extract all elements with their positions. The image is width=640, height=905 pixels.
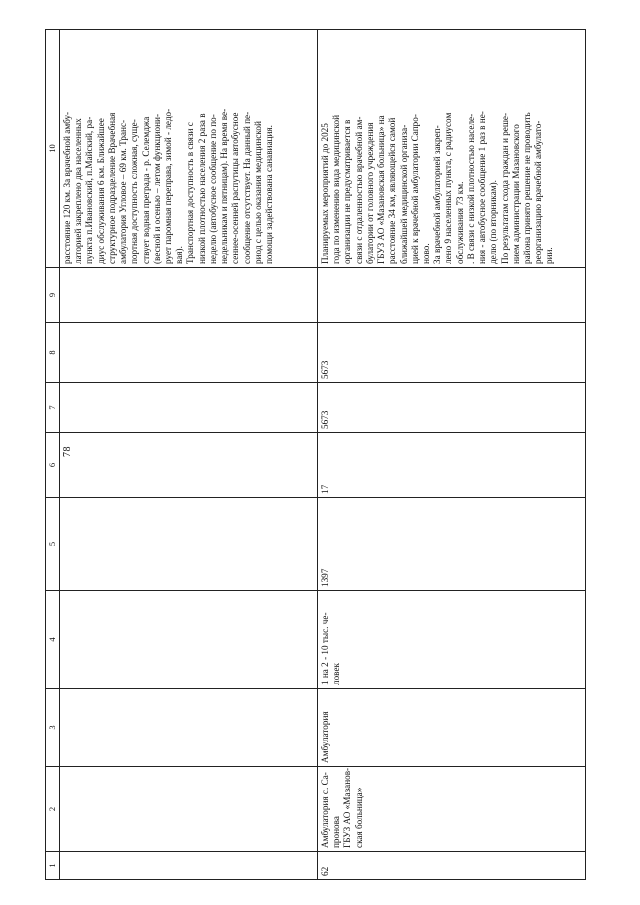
remarks-cell: Планируемых мероприятий до 2025 года по изменению вида медицинской организации не предусматривается в связи с отдаленностью врачебной ам- булатории от головного учреждения ГБУЗ АО «Мазановская больница» на расстояние 34 км, являющейся самой ближайшей медицинской организа- цией к врачебной амбулатории Сапро- ново. За врачебной амбулаторией закреп- лено 9 населенных пункта, с радиусом обслуживания 73 км. . В связи с низкой плотностью населе- ния - автобусное сообщение 1 раз в не- делю (по вторникам). По результатам схода граждан и реше- нием администрации Мазановского района принято решение не проводить реорганизацию врачебной амбулато- рии.: [318, 30, 586, 268]
page-number: 78: [62, 446, 73, 457]
value-cell-9: [318, 268, 586, 323]
column-number: 1: [46, 852, 60, 880]
column-number: 8: [46, 323, 60, 383]
column-number: 10: [46, 30, 60, 268]
value-cell-7: 5673: [318, 383, 586, 433]
column-number: 4: [46, 591, 60, 689]
norm-cell: 1 на 2 - 10 тыс. че- ловек: [318, 591, 586, 689]
facility-name-cell: Амбулатория с. Са- пронова ГБУЗ АО «Мазанов- ская больница»: [318, 767, 586, 852]
column-number: 6: [46, 433, 60, 498]
column-number: 2: [46, 767, 60, 852]
value-cell-6: 17: [318, 433, 586, 498]
facilities-table: [45, 29, 586, 880]
rotated-landscape-sheet: [45, 20, 600, 880]
column-number: 5: [46, 498, 60, 591]
column-number: 9: [46, 268, 60, 323]
column-number: 7: [46, 383, 60, 433]
facility-type-cell: Амбулатория: [318, 689, 586, 767]
remarks-cell: расстояние 120 км. За врачебной амбу- латорией закреплено два населенных пункта п.Ивановский, п.Майский, ра- диус обслуживания 6 км. Ближайшее структурное подразделение Врачебная амбулатория Угловое – 69 км. Транс- портная доступность сложная, суще- ствует водная преграда - р. Селемджа (весной и осенью – летом функциони- рует паромная переправа, зимой - ледо- вая). Транспортная доступность в связи с низкой плотностью населения 2 раза в неделю (автобусное сообщение по по- недельникам и пятницам). На время ве- сеннее-осенней распутицы автобусное сообщение отсутствует. На данный пе- риод с целью оказания медицинской помощи задействована санавиация.: [60, 30, 318, 268]
table-row-62: [318, 30, 586, 880]
value-cell-5: 1397: [318, 498, 586, 591]
value-cell-8: 5673: [318, 323, 586, 383]
header-row: [46, 30, 60, 880]
column-number: 3: [46, 689, 60, 767]
table-row-continued: [60, 30, 318, 880]
row-number: 62: [318, 852, 586, 880]
